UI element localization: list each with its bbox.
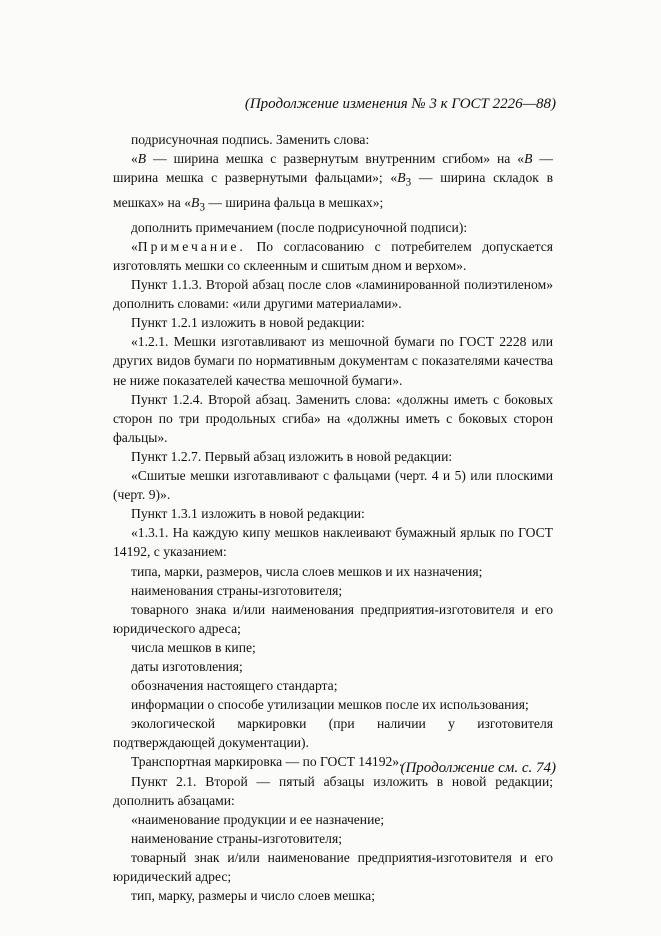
paragraph: Пункт 1.2.4. Второй абзац. Заменить слова: «должны иметь с боковых сторон по три продольных сгиба» на «должны иметь с боковых сторон фальцы». bbox=[113, 391, 553, 445]
paragraph: экологической маркировки (при наличии у изготовителя подтверждающей документации). bbox=[113, 716, 553, 751]
text-run: « bbox=[131, 238, 138, 254]
continuation-footer: (Продолжение см. с. 74) bbox=[400, 760, 556, 776]
text-run: — ширина фальца в мешках»; bbox=[205, 195, 384, 210]
text-run: По согласованию с потребителем допускается изготовлять мешки со склеенным и сшитым дном и верхом». bbox=[113, 238, 553, 273]
text-run: B bbox=[524, 151, 533, 167]
text-run: B bbox=[191, 195, 200, 210]
paragraph: информации о способе утилизации мешков после их использования; bbox=[131, 697, 529, 713]
text-run: B bbox=[397, 170, 406, 186]
paragraph: Пункт 1.2.1 изложить в новой редакции: bbox=[131, 315, 365, 331]
paragraph: Транспортная маркировка — по ГОСТ 14192». bbox=[131, 754, 403, 770]
paragraph: типа, марки, размеров, числа слоев мешков и их назначения; bbox=[131, 563, 483, 579]
paragraph: товарного знака и/или наименования предприятия-изготовителя и его юридического адреса; bbox=[113, 601, 553, 636]
continuation-header: (Продолжение изменения № 3 к ГОСТ 2226—88) bbox=[244, 96, 556, 112]
paragraph: наименование страны-изготовителя; bbox=[131, 830, 342, 846]
text-run: 3 bbox=[199, 201, 206, 214]
text-run: — ширина складок в мешках» на « bbox=[113, 170, 553, 210]
paragraph: обозначения настоящего стандарта; bbox=[131, 678, 338, 694]
text-run: B bbox=[137, 151, 147, 167]
paragraph: товарный знак и/или наименование предприятия-изготовителя и его юридический адрес; bbox=[113, 849, 553, 884]
paragraph bbox=[113, 149, 553, 218]
paragraph: даты изготовления; bbox=[131, 658, 243, 674]
body-text bbox=[113, 130, 553, 905]
paragraph: дополнить примечанием (после подрисуночной подписи): bbox=[131, 219, 468, 235]
paragraph: «Сшитые мешки изготавливают с фальцами (черт. 4 и 5) или плоскими (черт. 9)». bbox=[113, 468, 553, 503]
paragraph: «наименование продукции и ее назначение; bbox=[131, 811, 385, 827]
paragraph: числа мешков в кипе; bbox=[131, 639, 256, 655]
paragraph: подрисуночная подпись. Заменить слова: bbox=[131, 132, 370, 147]
text-run: Примечание. bbox=[137, 238, 246, 254]
text-run: — ширина мешка с развернутым внутренним сгибом» на « bbox=[146, 151, 525, 167]
paragraph: «1.3.1. На каждую кипу мешков наклеивают бумажный ярлык по ГОСТ 14192, с указанием: bbox=[113, 525, 553, 560]
paragraph: Пункт 2.1. Второй — пятый абзацы изложить в новой редакции; дополнить абзацами: bbox=[113, 773, 553, 808]
paragraph bbox=[113, 237, 553, 275]
paragraph: Пункт 1.1.3. Второй абзац после слов «ламинированной полиэтиленом» дополнить словами: «или другими материалами». bbox=[113, 277, 553, 312]
paragraph: Пункт 1.3.1 изложить в новой редакции: bbox=[131, 506, 365, 522]
paragraph: наименования страны-изготовителя; bbox=[131, 582, 343, 598]
paragraph: тип, марку, размеры и число слоев мешка; bbox=[131, 888, 375, 904]
paragraph: «1.2.1. Мешки изготавливают из мешочной бумаги по ГОСТ 2228 или других видов бумаги по нормативным документам с показателями качества не ниже показателей качества мешочной бумаги». bbox=[113, 334, 553, 388]
text-run: — ширина мешка с развернутыми фальцами»; « bbox=[113, 151, 554, 186]
text-run: 3 bbox=[405, 176, 412, 189]
text-run: « bbox=[131, 151, 138, 167]
paragraph: Пункт 1.2.7. Первый абзац изложить в новой редакции: bbox=[131, 448, 453, 464]
